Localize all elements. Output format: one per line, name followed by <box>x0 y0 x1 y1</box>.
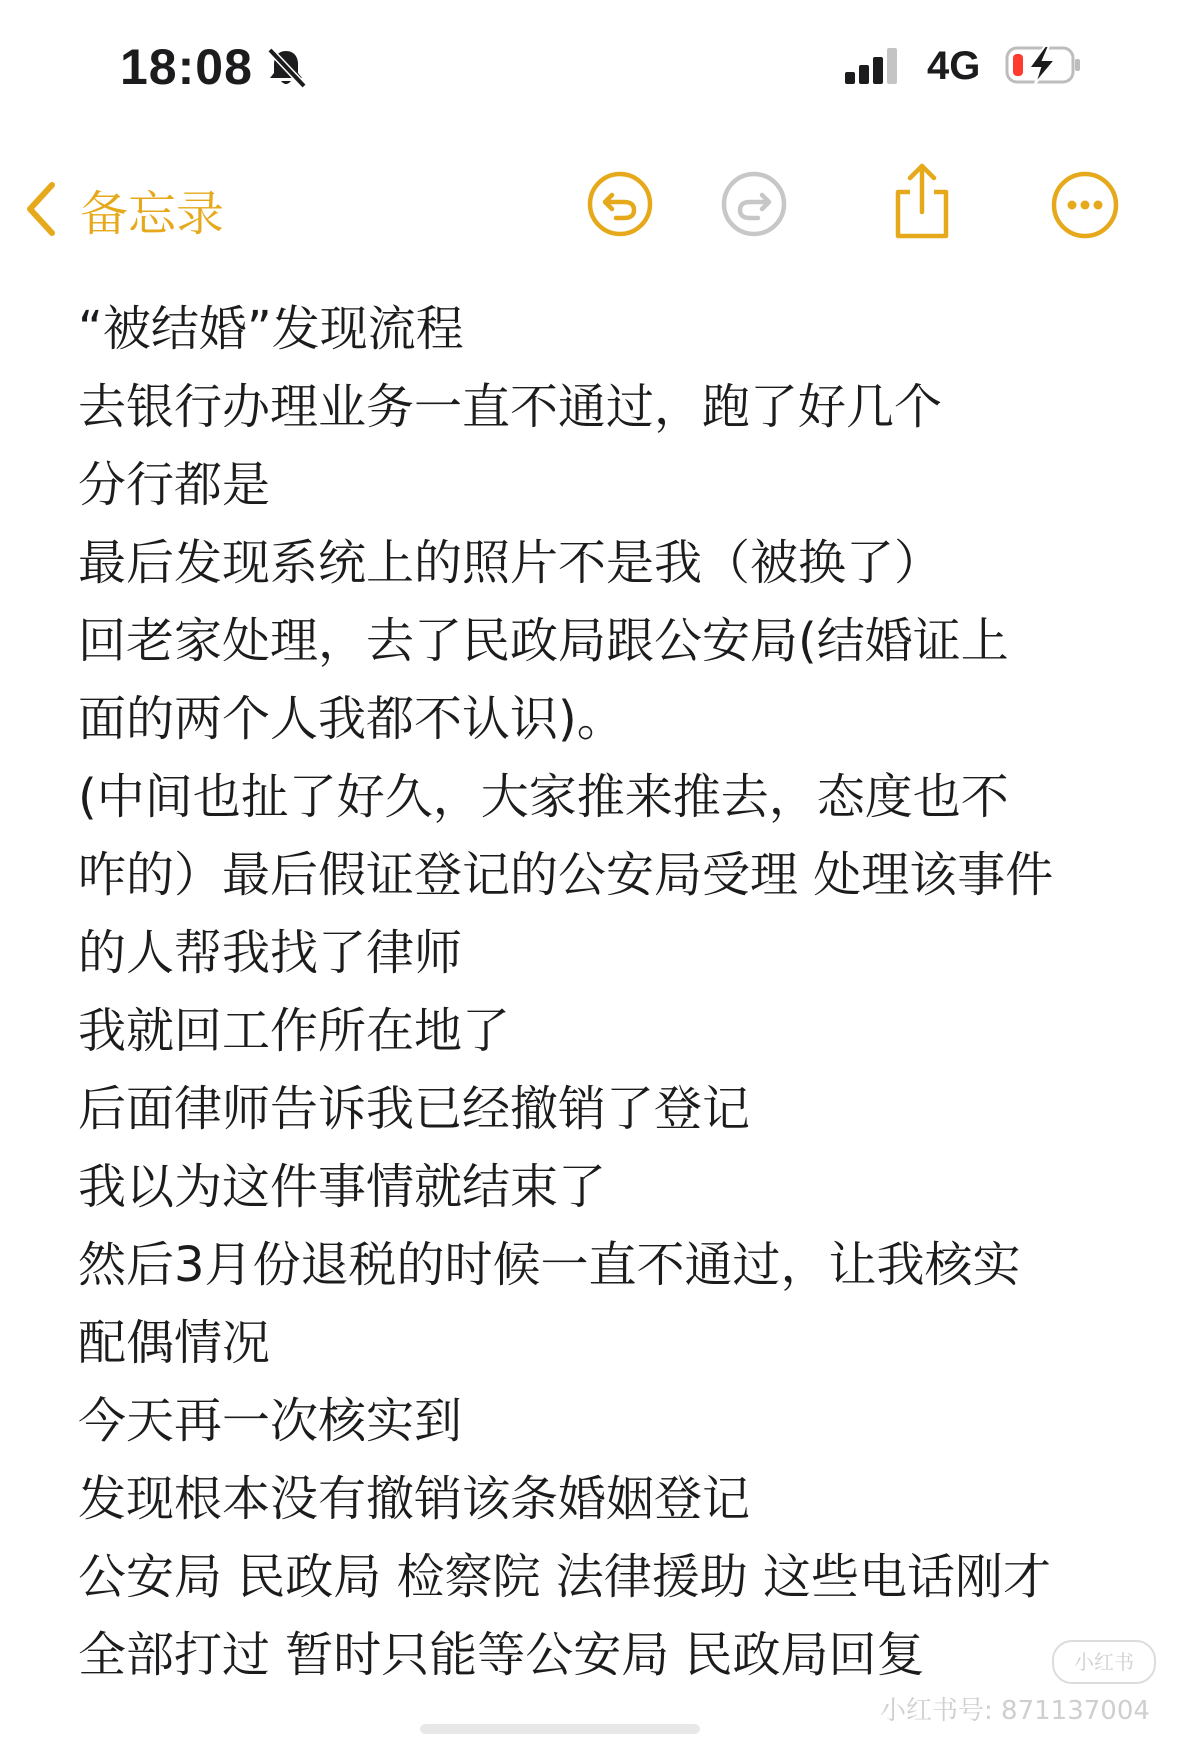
note-line: 然后3月份退税的时候一直不通过，让我核实 <box>78 1237 1021 1293</box>
note-line: 今天再一次核实到 <box>78 1393 463 1449</box>
battery-charging-icon <box>1005 44 1085 90</box>
signal-bars-icon <box>845 48 905 88</box>
status-time: 18:08 <box>120 39 253 95</box>
undo-icon[interactable] <box>586 170 654 242</box>
note-line: 我以为这件事情就结束了 <box>78 1159 607 1215</box>
note-line: 回老家处理，去了民政局跟公安局(结婚证上 <box>78 613 1009 669</box>
redo-icon[interactable] <box>720 170 788 242</box>
watermark-logo: 小红书 <box>1052 1640 1156 1684</box>
home-indicator <box>420 1724 700 1734</box>
bell-slash-icon <box>264 46 308 94</box>
note-line: 咋的）最后假证登记的公安局受理 处理该事件 <box>78 847 1054 903</box>
note-line: 发现根本没有撤销该条婚姻登记 <box>78 1471 751 1527</box>
note-line: 我就回工作所在地了 <box>78 1003 511 1059</box>
status-bar <box>0 0 1179 130</box>
note-line: 全部打过 暂时只能等公安局 民政局回复 <box>78 1627 925 1683</box>
note-line: (中间也扯了好久，大家推来推去，态度也不 <box>78 769 1009 825</box>
note-line: 的人帮我找了律师 <box>78 925 463 981</box>
chevron-left-icon <box>24 181 58 237</box>
back-label: 备忘录 <box>80 185 225 242</box>
note-line: 公安局 民政局 检察院 法律援助 这些电话刚才 <box>78 1549 1052 1605</box>
note-line: 配偶情况 <box>78 1315 271 1371</box>
note-title: “被结婚”发现流程 <box>78 301 464 357</box>
back-button[interactable] <box>24 174 224 244</box>
note-line: 最后发现系统上的照片不是我（被换了） <box>78 535 943 591</box>
note-line: 分行都是 <box>78 457 271 513</box>
note-line: 去银行办理业务一直不通过，跑了好几个 <box>78 379 943 435</box>
watermark-id: 小红书号: 871137004 <box>880 1696 1150 1726</box>
more-icon[interactable] <box>1050 170 1120 244</box>
note-line: 后面律师告诉我已经撤销了登记 <box>78 1081 751 1137</box>
note-line: 面的两个人我都不认识)。 <box>78 691 625 747</box>
share-icon[interactable] <box>890 162 954 244</box>
navbar <box>0 160 1179 250</box>
network-type: 4G <box>927 44 981 88</box>
note-body[interactable] <box>78 290 1138 1694</box>
